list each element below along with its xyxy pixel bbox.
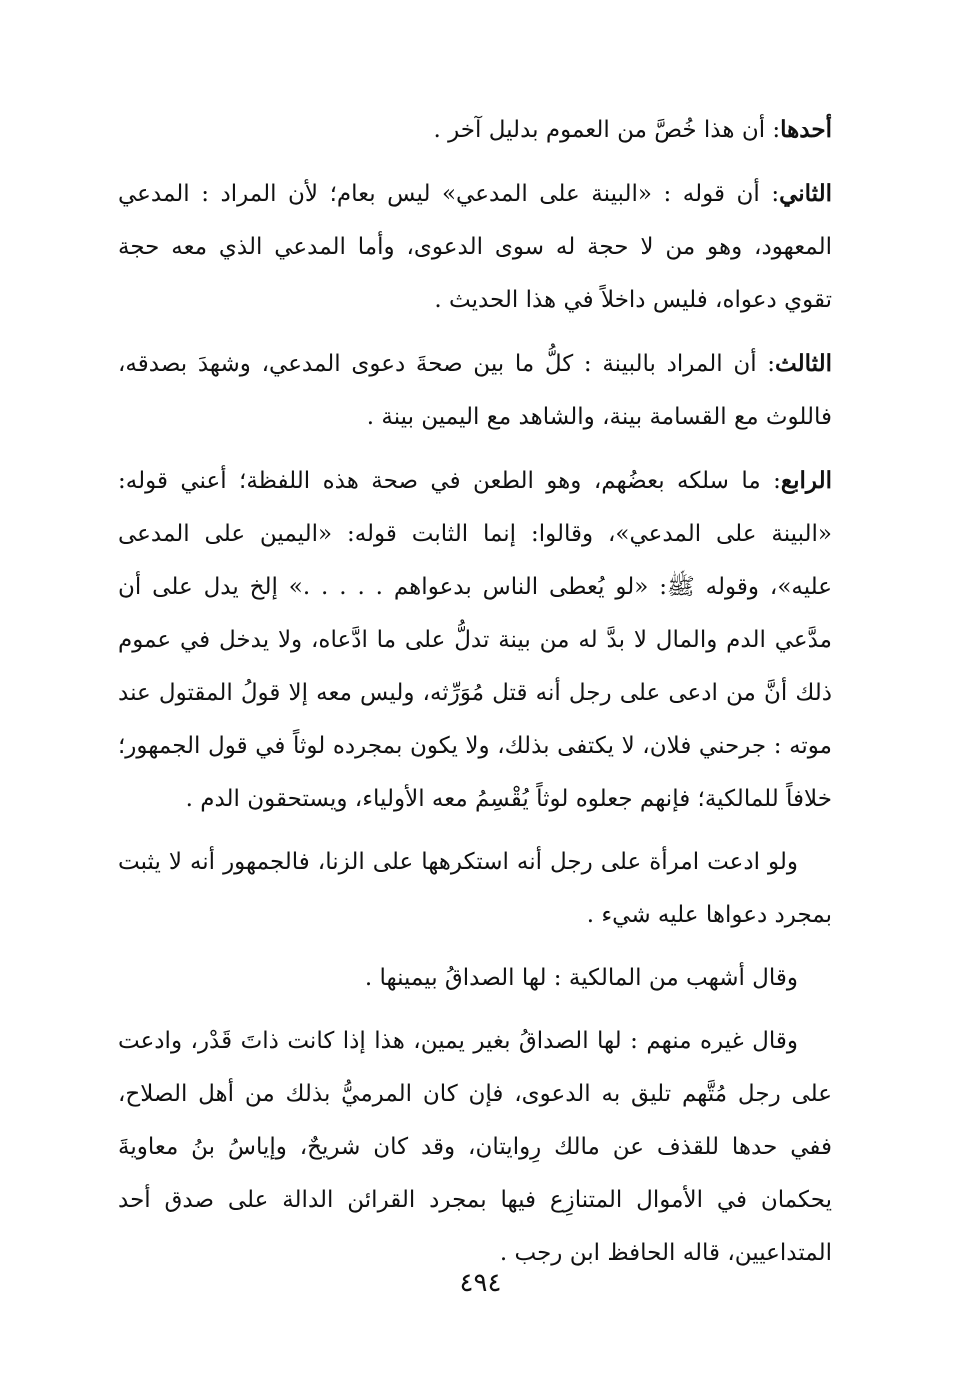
- paragraph-second: [118, 167, 832, 327]
- paragraph-others: [118, 1015, 832, 1280]
- paragraph-lead: الثالث: [775, 350, 832, 377]
- paragraph-third: [118, 337, 832, 444]
- paragraph-rape-claim: [118, 836, 832, 942]
- paragraph-text: : أن هذا خُصَّ من العموم بدليل آخر .: [433, 117, 781, 143]
- paragraph-lead: أحدها: [780, 116, 832, 143]
- paragraph-lead: الثاني: [779, 180, 832, 207]
- paragraph-text: : أن قوله : «البينة على المدعي» ليس بعام؛ لأن المراد : المدعي المعهود، وهو من لا حجة له سوى الدعوى، وأما المدعي الذي معه حجة تقوي دعواه، فليس داخلاً في هذا الحديث .: [118, 181, 832, 313]
- paragraph-text: : ما سلكه بعضُهم، وهو الطعن في صحة هذه اللفظة؛ أعني قوله: «البينة على المدعي»، وقالوا: إنما الثابت قوله: «اليمين على المدعى عليه»، وقوله ﷺ: «لو يُعطى الناس بدعواهم . . . . .» إلخ يدل على أن مدَّعي الدم والمال لا بدَّ له من بينة تدلُّ على ما ادَّعاه، ولا يدخل في عموم ذلك أنَّ من ادعى على رجل أنه قتل مُوَرِّثه، وليس معه إلا قولُ المقتول عند موته : جرحني فلان، لا يكتفى بذلك، ولا يكون بمجرده لوثاً في قول الجمهور؛ خلافاً للمالكية؛ فإنهم جعلوه لوثاً يُقْسِمُ معه الأولياء، ويستحقون الدم .: [118, 468, 832, 812]
- paragraph-text: وقال أشهب من المالكية : لها الصداقُ بيمينها .: [364, 965, 798, 991]
- page-body: [118, 103, 832, 1290]
- paragraph-text: وقال غيره منهم : لها الصداقُ بغير يمين، هذا إذا كانت ذاتَ قَدْر، وادعت على رجل مُتَّهم تليق به الدعوى، فإن كان المرميُّ بذلك من أهل الصلاح، ففي حدها للقذف عن مالك رِوايتان، وقد كان شريحٌ، وإياسُ بنُ معاويةَ يحكمان في الأموال المتنازِع فيها بمجرد القرائن الدالة على صدق أحد المتداعيين، قاله الحافظ ابن رجب .: [118, 1028, 832, 1266]
- paragraph-lead: الرابع: [780, 467, 832, 494]
- paragraph-text: ولو ادعت امرأة على رجل أنه استكرهها على الزنا، فالجمهور أنه لا يثبت بمجرد دعواها عليه شيء .: [118, 849, 832, 928]
- page-number: ٤٩٤: [459, 1268, 502, 1298]
- paragraph-text: : أن المراد بالبينة : كلُّ ما بين صحةَ دعوى المدعي، وشهدَ بصدقه، فاللوث مع القسامة بينة، والشاهد مع اليمين بينة .: [118, 351, 832, 430]
- paragraph-fourth: [118, 454, 832, 826]
- paragraph-first: [118, 103, 832, 157]
- paragraph-ashhab: [118, 952, 832, 1005]
